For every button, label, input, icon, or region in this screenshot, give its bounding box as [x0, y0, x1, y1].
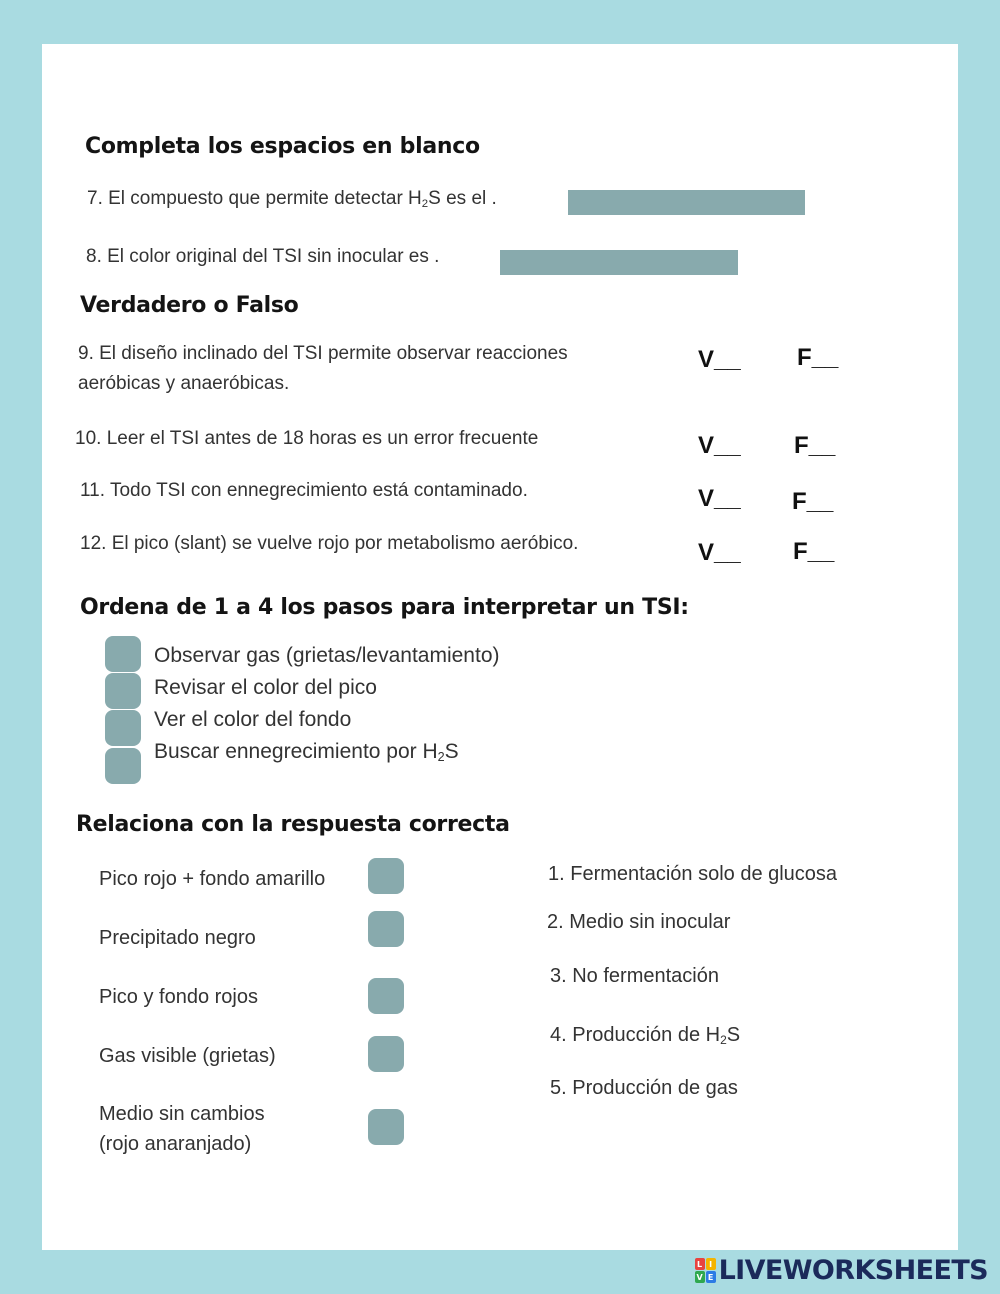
heading-true-false: Verdadero o Falso	[80, 293, 299, 318]
false-option-12[interactable]: F__	[793, 538, 835, 565]
true-option-12[interactable]: V__	[698, 539, 741, 566]
logo-letter-e: E	[706, 1271, 716, 1283]
match-box-3[interactable]	[368, 978, 404, 1014]
worksheet-page	[42, 44, 958, 1250]
false-option-9[interactable]: F__	[797, 344, 839, 371]
false-option-10[interactable]: F__	[794, 432, 836, 459]
question-12: 12. El pico (slant) se vuelve rojo por metabolismo aeróbico.	[80, 533, 579, 554]
match-box-2[interactable]	[368, 911, 404, 947]
match-left-2: Precipitado negro	[99, 927, 256, 949]
order-box-4[interactable]	[105, 748, 141, 784]
match-right-3: 3. No fermentación	[550, 965, 719, 987]
match-left-5-line2: (rojo anaranjado)	[99, 1133, 252, 1155]
order-box-2[interactable]	[105, 673, 141, 709]
match-box-5[interactable]	[368, 1109, 404, 1145]
match-left-3: Pico y fondo rojos	[99, 986, 258, 1008]
match-box-4[interactable]	[368, 1036, 404, 1072]
true-option-10[interactable]: V__	[698, 432, 741, 459]
question-11: 11. Todo TSI con ennegrecimiento está contaminado.	[80, 480, 528, 501]
true-option-11[interactable]: V__	[698, 485, 741, 512]
question-9-line2: aeróbicas y anaeróbicas.	[78, 373, 290, 394]
heading-ordering: Ordena de 1 a 4 los pasos para interpretar un TSI:	[80, 595, 689, 620]
match-left-1: Pico rojo + fondo amarillo	[99, 868, 326, 890]
liveworksheets-logo	[695, 1255, 988, 1286]
false-option-11[interactable]: F__	[792, 488, 834, 515]
order-box-3[interactable]	[105, 710, 141, 746]
order-item-2: Revisar el color del pico	[154, 676, 377, 699]
match-left-4: Gas visible (grietas)	[99, 1045, 276, 1067]
question-7: 7. El compuesto que permite detectar $H_2S$ es el .	[87, 188, 497, 210]
question-9-line1: 9. El diseño inclinado del TSI permite observar reacciones	[78, 343, 568, 364]
question-8: 8. El color original del TSI sin inocular es .	[86, 246, 440, 267]
match-left-5-line1: Medio sin cambios	[99, 1103, 265, 1125]
heading-fill-blanks: Completa los espacios en blanco	[85, 134, 480, 159]
match-right-2: 2. Medio sin inocular	[547, 911, 731, 933]
order-item-1: Observar gas (grietas/levantamiento)	[154, 644, 500, 667]
true-option-9[interactable]: V__	[698, 346, 741, 373]
match-box-1[interactable]	[368, 858, 404, 894]
logo-letter-v: V	[696, 1272, 703, 1282]
match-right-4: 4. Producción de $H_2S$	[550, 1024, 741, 1047]
order-item-3: Ver el color del fondo	[154, 708, 352, 731]
logo-letter-i: I	[706, 1258, 716, 1270]
match-right-1: 1. Fermentación solo de glucosa	[548, 863, 838, 885]
question-10: 10. Leer el TSI antes de 18 horas es un error frecuente	[75, 428, 539, 449]
order-box-1[interactable]	[105, 636, 141, 672]
heading-matching: Relaciona con la respuesta correcta	[76, 812, 510, 837]
order-item-4: Buscar ennegrecimiento por $H_2S$	[154, 740, 459, 765]
liveworksheets-wordmark: LIVEWORKSHEETS	[718, 1255, 988, 1286]
answer-blank-8[interactable]	[500, 250, 738, 275]
match-right-5: 5. Producción de gas	[550, 1077, 738, 1099]
logo-letter-l: L	[695, 1258, 705, 1270]
liveworksheets-icon	[695, 1258, 716, 1283]
answer-blank-7[interactable]	[568, 190, 805, 215]
